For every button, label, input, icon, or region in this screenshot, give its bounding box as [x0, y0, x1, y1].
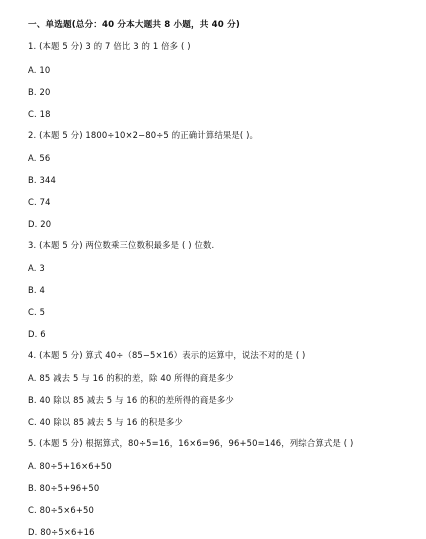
question-4-option-a: A. 85 减去 5 与 16 的积的差，除 40 所得的商是多少 [28, 373, 234, 383]
question-2-option-a: A. 56 [28, 153, 51, 163]
question-5-option-d: D. 80÷5×6+16 [28, 527, 95, 537]
question-5-stem: 5. (本题 5 分) 根据算式，80÷5=16，16×6=96，96+50=146，列综合算式是 ( ) [28, 438, 354, 448]
question-2-option-b: B. 344 [28, 175, 56, 185]
question-1-option-a: A. 10 [28, 65, 51, 75]
question-3-option-a: A. 3 [28, 263, 45, 273]
question-1-option-b: B. 20 [28, 87, 51, 97]
question-4-stem: 4. (本题 5 分) 算式 40÷（85−5×16）表示的运算中，说法不对的是 ( ) [28, 350, 306, 360]
question-4-option-b: B. 40 除以 85 减去 5 与 16 的积的差所得的商是多少 [28, 395, 234, 405]
question-5-option-a: A. 80÷5+16×6+50 [28, 461, 112, 471]
question-3-option-d: D. 6 [28, 329, 46, 339]
question-1-option-c: C. 18 [28, 109, 51, 119]
question-3-option-c: C. 5 [28, 307, 46, 317]
section-title: 一、单选题(总分：40 分本大题共 8 小题，共 40 分) [28, 20, 240, 30]
question-3-option-b: B. 4 [28, 285, 45, 295]
question-2-stem: 2. (本题 5 分) 1800÷10×2−80÷5 的正确计算结果是( )。 [28, 130, 259, 140]
question-3-stem: 3. (本题 5 分) 两位数乘三位数积最多是 ( ) 位数. [28, 240, 215, 250]
question-2-option-d: D. 20 [28, 219, 52, 229]
question-2-option-c: C. 74 [28, 197, 51, 207]
question-1-stem: 1. (本题 5 分) 3 的 7 倍比 3 的 1 倍多 ( ) [28, 41, 191, 51]
question-4-option-c: C. 40 除以 85 减去 5 与 16 的积是多少 [28, 417, 183, 427]
question-5-option-b: B. 80÷5+96+50 [28, 483, 100, 493]
question-5-option-c: C. 80÷5×6+50 [28, 505, 94, 515]
